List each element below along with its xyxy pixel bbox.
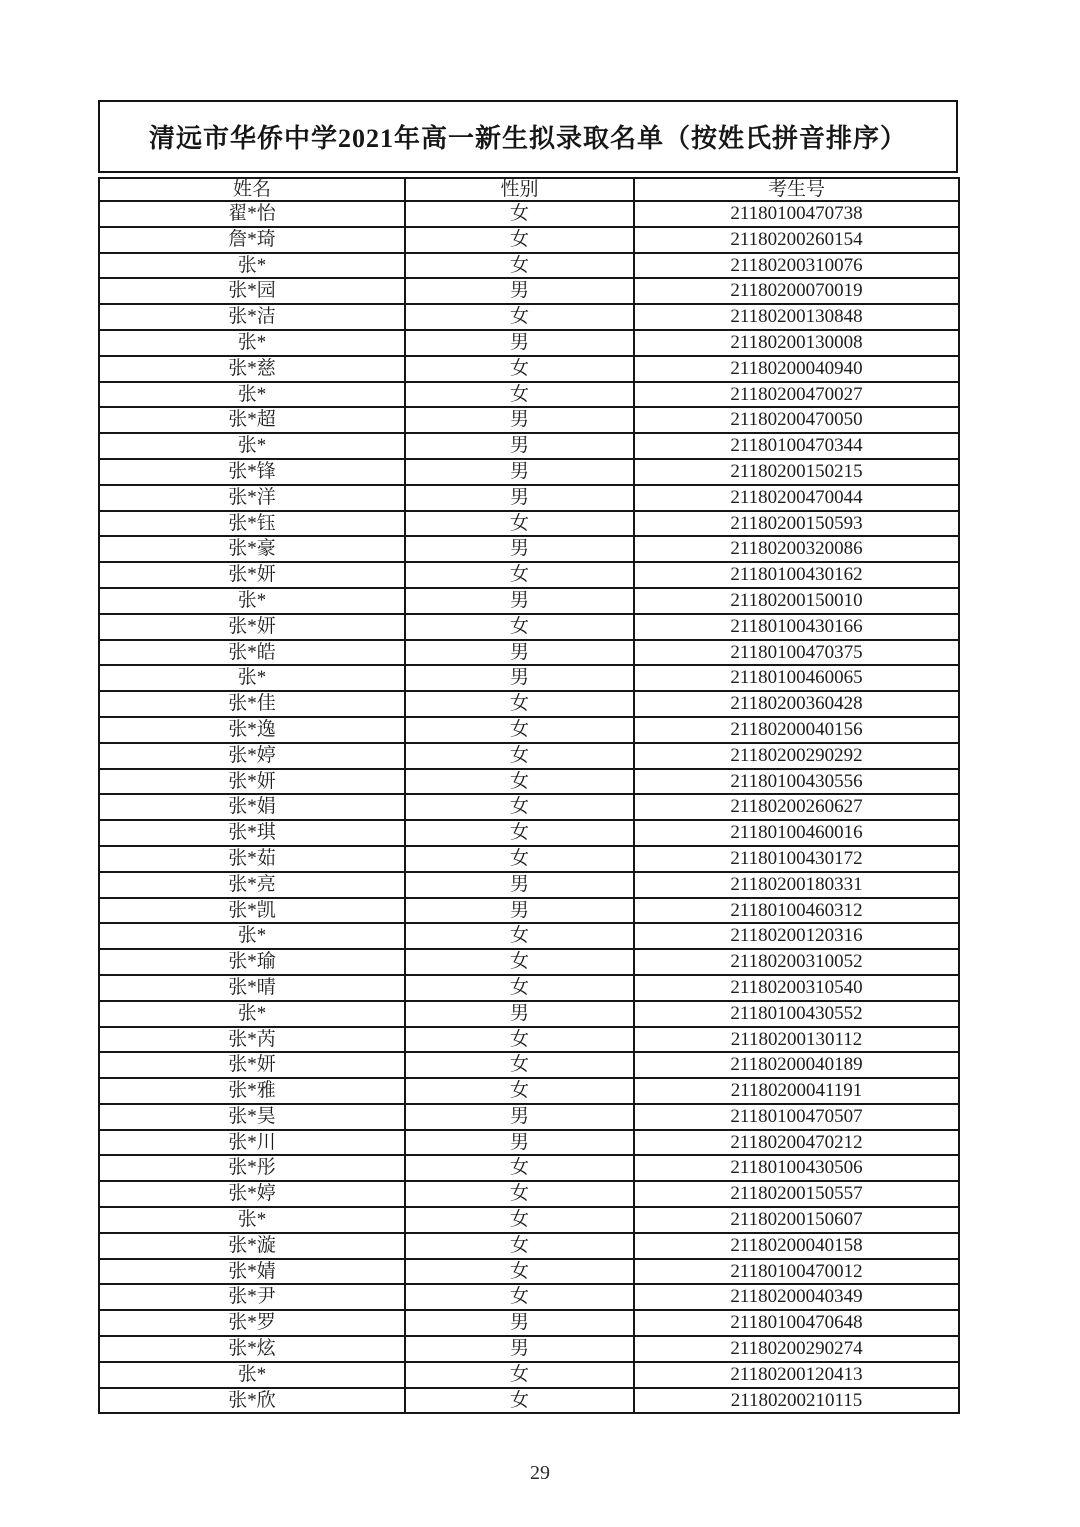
name-cell: 张*凯 bbox=[99, 898, 405, 924]
name-cell: 张* bbox=[99, 665, 405, 691]
name-cell: 张*昊 bbox=[99, 1104, 405, 1130]
table-row bbox=[99, 794, 959, 820]
document-title: 清远市华侨中学2021年高一新生拟录取名单（按姓氏拼音排序） bbox=[148, 124, 907, 153]
exam-number-cell: 21180200041191 bbox=[634, 1078, 959, 1104]
name-cell: 张*娟 bbox=[99, 794, 405, 820]
table-row bbox=[99, 227, 959, 253]
name-cell: 张*晴 bbox=[99, 975, 405, 1001]
exam-number-cell: 21180100460065 bbox=[634, 665, 959, 691]
exam-number-cell: 21180100470648 bbox=[634, 1310, 959, 1336]
table-header-row bbox=[99, 178, 959, 201]
header-gender: 性别 bbox=[405, 178, 634, 201]
exam-number-cell: 21180100430166 bbox=[634, 614, 959, 640]
name-cell: 张*尹 bbox=[99, 1284, 405, 1310]
table-row bbox=[99, 1207, 959, 1233]
gender-cell: 男 bbox=[405, 536, 634, 562]
exam-number-cell: 21180200320086 bbox=[634, 536, 959, 562]
gender-cell: 女 bbox=[405, 1259, 634, 1285]
table-row bbox=[99, 1027, 959, 1053]
exam-number-cell: 21180100470012 bbox=[634, 1259, 959, 1285]
name-cell: 张*婧 bbox=[99, 1259, 405, 1285]
table-row bbox=[99, 743, 959, 769]
table-row bbox=[99, 1362, 959, 1388]
gender-cell: 女 bbox=[405, 1181, 634, 1207]
table-row bbox=[99, 433, 959, 459]
name-cell: 张*慈 bbox=[99, 356, 405, 382]
name-cell: 张*婷 bbox=[99, 743, 405, 769]
table-row bbox=[99, 640, 959, 666]
gender-cell: 女 bbox=[405, 253, 634, 279]
name-cell: 张*洁 bbox=[99, 304, 405, 330]
gender-cell: 女 bbox=[405, 227, 634, 253]
gender-cell: 女 bbox=[405, 382, 634, 408]
exam-number-cell: 21180100470507 bbox=[634, 1104, 959, 1130]
name-cell: 张* bbox=[99, 382, 405, 408]
gender-cell: 男 bbox=[405, 407, 634, 433]
name-cell: 张*豪 bbox=[99, 536, 405, 562]
exam-number-cell: 21180200040349 bbox=[634, 1284, 959, 1310]
name-cell: 张* bbox=[99, 923, 405, 949]
header-exam-number: 考生号 bbox=[634, 178, 959, 201]
gender-cell: 女 bbox=[405, 562, 634, 588]
exam-number-cell: 21180100470738 bbox=[634, 201, 959, 227]
table-row bbox=[99, 485, 959, 511]
exam-number-cell: 21180200470212 bbox=[634, 1130, 959, 1156]
gender-cell: 女 bbox=[405, 1284, 634, 1310]
exam-number-cell: 21180200310052 bbox=[634, 949, 959, 975]
exam-number-cell: 21180200360428 bbox=[634, 691, 959, 717]
table-row bbox=[99, 1284, 959, 1310]
gender-cell: 男 bbox=[405, 459, 634, 485]
gender-cell: 女 bbox=[405, 923, 634, 949]
table-row bbox=[99, 1259, 959, 1285]
gender-cell: 男 bbox=[405, 330, 634, 356]
exam-number-cell: 21180200130848 bbox=[634, 304, 959, 330]
exam-number-cell: 21180200120316 bbox=[634, 923, 959, 949]
gender-cell: 男 bbox=[405, 1310, 634, 1336]
table-row bbox=[99, 1388, 959, 1414]
gender-cell: 男 bbox=[405, 898, 634, 924]
name-cell: 张*亮 bbox=[99, 872, 405, 898]
exam-number-cell: 21180200150607 bbox=[634, 1207, 959, 1233]
name-cell: 张*超 bbox=[99, 407, 405, 433]
gender-cell: 女 bbox=[405, 304, 634, 330]
gender-cell: 男 bbox=[405, 665, 634, 691]
gender-cell: 女 bbox=[405, 743, 634, 769]
table-row bbox=[99, 382, 959, 408]
name-cell: 张*钰 bbox=[99, 511, 405, 537]
name-cell: 张* bbox=[99, 433, 405, 459]
table-row bbox=[99, 562, 959, 588]
exam-number-cell: 21180100430172 bbox=[634, 846, 959, 872]
table-row bbox=[99, 1052, 959, 1078]
table-row bbox=[99, 923, 959, 949]
table-row bbox=[99, 1001, 959, 1027]
gender-cell: 女 bbox=[405, 1233, 634, 1259]
exam-number-cell: 21180200150215 bbox=[634, 459, 959, 485]
exam-number-cell: 21180100460312 bbox=[634, 898, 959, 924]
table-row bbox=[99, 1310, 959, 1336]
exam-number-cell: 21180100430506 bbox=[634, 1155, 959, 1181]
gender-cell: 男 bbox=[405, 588, 634, 614]
title-box bbox=[98, 100, 958, 173]
table-row bbox=[99, 330, 959, 356]
exam-number-cell: 21180200120413 bbox=[634, 1362, 959, 1388]
exam-number-cell: 21180100470375 bbox=[634, 640, 959, 666]
gender-cell: 女 bbox=[405, 949, 634, 975]
gender-cell: 女 bbox=[405, 769, 634, 795]
gender-cell: 女 bbox=[405, 794, 634, 820]
gender-cell: 女 bbox=[405, 1362, 634, 1388]
table-row bbox=[99, 717, 959, 743]
exam-number-cell: 21180200310540 bbox=[634, 975, 959, 1001]
exam-number-cell: 21180200470044 bbox=[634, 485, 959, 511]
name-cell: 张*琪 bbox=[99, 820, 405, 846]
name-cell: 张* bbox=[99, 588, 405, 614]
gender-cell: 女 bbox=[405, 975, 634, 1001]
table-row bbox=[99, 459, 959, 485]
table-row bbox=[99, 691, 959, 717]
name-cell: 张*妍 bbox=[99, 614, 405, 640]
gender-cell: 女 bbox=[405, 614, 634, 640]
exam-number-cell: 21180200150557 bbox=[634, 1181, 959, 1207]
gender-cell: 女 bbox=[405, 201, 634, 227]
table-row bbox=[99, 511, 959, 537]
name-cell: 张*妍 bbox=[99, 562, 405, 588]
table-row bbox=[99, 665, 959, 691]
gender-cell: 女 bbox=[405, 511, 634, 537]
name-cell: 张*炫 bbox=[99, 1336, 405, 1362]
exam-number-cell: 21180100460016 bbox=[634, 820, 959, 846]
table-row bbox=[99, 1181, 959, 1207]
name-cell: 张*逸 bbox=[99, 717, 405, 743]
table-body bbox=[99, 201, 959, 1413]
table-row bbox=[99, 1155, 959, 1181]
exam-number-cell: 21180200470050 bbox=[634, 407, 959, 433]
table-row bbox=[99, 1104, 959, 1130]
table-row bbox=[99, 356, 959, 382]
gender-cell: 女 bbox=[405, 356, 634, 382]
exam-number-cell: 21180200130008 bbox=[634, 330, 959, 356]
name-cell: 张*瑜 bbox=[99, 949, 405, 975]
name-cell: 张* bbox=[99, 1362, 405, 1388]
table-row bbox=[99, 407, 959, 433]
name-cell: 张*漩 bbox=[99, 1233, 405, 1259]
admission-roster-table bbox=[98, 177, 960, 1414]
exam-number-cell: 21180200290292 bbox=[634, 743, 959, 769]
table-row bbox=[99, 253, 959, 279]
name-cell: 张* bbox=[99, 1207, 405, 1233]
gender-cell: 男 bbox=[405, 872, 634, 898]
table-row bbox=[99, 278, 959, 304]
exam-number-cell: 21180200260154 bbox=[634, 227, 959, 253]
exam-number-cell: 21180200070019 bbox=[634, 278, 959, 304]
page-number: 29 bbox=[530, 1462, 550, 1484]
name-cell: 张*妍 bbox=[99, 769, 405, 795]
table-row bbox=[99, 614, 959, 640]
table-row bbox=[99, 769, 959, 795]
exam-number-cell: 21180200290274 bbox=[634, 1336, 959, 1362]
gender-cell: 男 bbox=[405, 1130, 634, 1156]
exam-number-cell: 21180200210115 bbox=[634, 1388, 959, 1414]
name-cell: 张*佳 bbox=[99, 691, 405, 717]
gender-cell: 女 bbox=[405, 1207, 634, 1233]
exam-number-cell: 21180200130112 bbox=[634, 1027, 959, 1053]
name-cell: 张*洋 bbox=[99, 485, 405, 511]
table-row bbox=[99, 872, 959, 898]
name-cell: 张*彤 bbox=[99, 1155, 405, 1181]
gender-cell: 女 bbox=[405, 717, 634, 743]
name-cell: 张*罗 bbox=[99, 1310, 405, 1336]
name-cell: 翟*怡 bbox=[99, 201, 405, 227]
name-cell: 张*园 bbox=[99, 278, 405, 304]
name-cell: 张*皓 bbox=[99, 640, 405, 666]
exam-number-cell: 21180100470344 bbox=[634, 433, 959, 459]
name-cell: 张* bbox=[99, 1001, 405, 1027]
table-row bbox=[99, 975, 959, 1001]
table-row bbox=[99, 536, 959, 562]
gender-cell: 男 bbox=[405, 1001, 634, 1027]
table-row bbox=[99, 1336, 959, 1362]
table-row bbox=[99, 304, 959, 330]
exam-number-cell: 21180200310076 bbox=[634, 253, 959, 279]
gender-cell: 女 bbox=[405, 1027, 634, 1053]
gender-cell: 男 bbox=[405, 1336, 634, 1362]
exam-number-cell: 21180200150010 bbox=[634, 588, 959, 614]
exam-number-cell: 21180200180331 bbox=[634, 872, 959, 898]
gender-cell: 女 bbox=[405, 1388, 634, 1414]
header-name: 姓名 bbox=[99, 178, 405, 201]
table-row bbox=[99, 201, 959, 227]
gender-cell: 女 bbox=[405, 846, 634, 872]
name-cell: 张*芮 bbox=[99, 1027, 405, 1053]
exam-number-cell: 21180200470027 bbox=[634, 382, 959, 408]
table-row bbox=[99, 1078, 959, 1104]
gender-cell: 女 bbox=[405, 1052, 634, 1078]
name-cell: 詹*琦 bbox=[99, 227, 405, 253]
gender-cell: 女 bbox=[405, 1078, 634, 1104]
gender-cell: 男 bbox=[405, 278, 634, 304]
name-cell: 张*妍 bbox=[99, 1052, 405, 1078]
name-cell: 张*婷 bbox=[99, 1181, 405, 1207]
table-row bbox=[99, 588, 959, 614]
table-row bbox=[99, 949, 959, 975]
exam-number-cell: 21180200040156 bbox=[634, 717, 959, 743]
name-cell: 张*欣 bbox=[99, 1388, 405, 1414]
table-row bbox=[99, 820, 959, 846]
table-row bbox=[99, 1233, 959, 1259]
table-row bbox=[99, 1130, 959, 1156]
table-row bbox=[99, 898, 959, 924]
exam-number-cell: 21180100430552 bbox=[634, 1001, 959, 1027]
name-cell: 张*雅 bbox=[99, 1078, 405, 1104]
gender-cell: 男 bbox=[405, 433, 634, 459]
exam-number-cell: 21180200040158 bbox=[634, 1233, 959, 1259]
name-cell: 张*川 bbox=[99, 1130, 405, 1156]
name-cell: 张*锋 bbox=[99, 459, 405, 485]
exam-number-cell: 21180200040189 bbox=[634, 1052, 959, 1078]
gender-cell: 男 bbox=[405, 640, 634, 666]
name-cell: 张*茹 bbox=[99, 846, 405, 872]
gender-cell: 男 bbox=[405, 1104, 634, 1130]
exam-number-cell: 21180100430556 bbox=[634, 769, 959, 795]
gender-cell: 女 bbox=[405, 820, 634, 846]
gender-cell: 女 bbox=[405, 1155, 634, 1181]
gender-cell: 女 bbox=[405, 691, 634, 717]
gender-cell: 男 bbox=[405, 485, 634, 511]
name-cell: 张* bbox=[99, 253, 405, 279]
exam-number-cell: 21180200150593 bbox=[634, 511, 959, 537]
exam-number-cell: 21180200040940 bbox=[634, 356, 959, 382]
exam-number-cell: 21180100430162 bbox=[634, 562, 959, 588]
table-row bbox=[99, 846, 959, 872]
name-cell: 张* bbox=[99, 330, 405, 356]
exam-number-cell: 21180200260627 bbox=[634, 794, 959, 820]
